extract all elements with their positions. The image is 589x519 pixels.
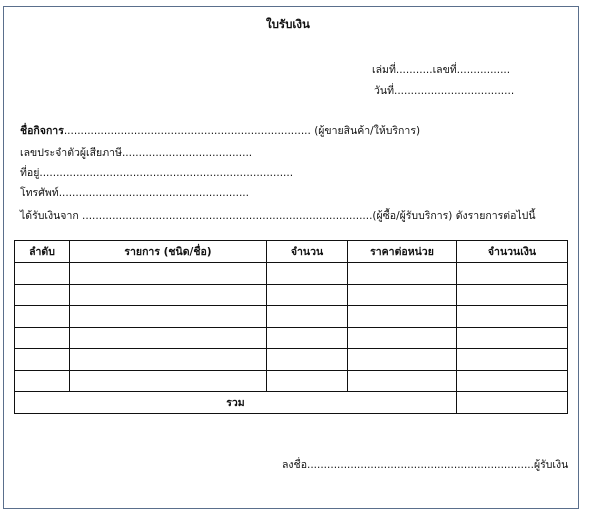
header-amount: จำนวนเงิน (457, 241, 568, 263)
amount-cell (457, 370, 568, 392)
sequence-cell (15, 327, 70, 349)
total-row (15, 392, 568, 414)
tax-id-line: เลขประจำตัวผู้เสียภาษี....................................... (20, 147, 253, 159)
quantity-cell (267, 284, 348, 306)
amount-cell (457, 306, 568, 328)
amount-cell (457, 263, 568, 285)
sequence-cell (15, 349, 70, 371)
unit-price-cell (348, 284, 457, 306)
unit-price-cell (348, 349, 457, 371)
sequence-cell (15, 263, 70, 285)
table-row (15, 306, 568, 328)
total-label: รวม (15, 392, 457, 414)
header-quantity: จำนวน (267, 241, 348, 263)
item-cell (70, 327, 267, 349)
amount-cell (457, 284, 568, 306)
table-header-row (15, 241, 568, 263)
item-cell (70, 370, 267, 392)
item-cell (70, 349, 267, 371)
header-unit-price: ราคาต่อหน่วย (348, 241, 457, 263)
business-name-suffix: (ผู้ขายสินค้า/ให้บริการ) (314, 125, 421, 137)
item-cell (70, 263, 267, 285)
quantity-cell (267, 306, 348, 328)
unit-price-cell (348, 306, 457, 328)
sequence-cell (15, 284, 70, 306)
phone-line: โทรศัพท์......................................................... (20, 187, 249, 199)
sequence-cell (15, 370, 70, 392)
book-number-line: เล่มที่...........เลขที่................ (372, 64, 511, 76)
received-from-line: ได้รับเงินจาก .......................................................................................(ผู้ซื้อ/ผู้รับบริการ) ดังรายการต่อไปนี้ (20, 210, 536, 222)
unit-price-cell (348, 327, 457, 349)
header-item: รายการ (ชนิด/ชื่อ) (70, 241, 267, 263)
quantity-cell (267, 370, 348, 392)
quantity-cell (267, 349, 348, 371)
quantity-cell (267, 263, 348, 285)
unit-price-cell (348, 263, 457, 285)
business-name-label: ชื่อกิจการ (20, 125, 64, 137)
business-name-line (20, 124, 420, 138)
item-cell (70, 306, 267, 328)
table-row (15, 327, 568, 349)
receipt-title: ใบรับเงิน (266, 17, 310, 31)
item-cell (70, 284, 267, 306)
table-row (15, 284, 568, 306)
table-row (15, 349, 568, 371)
table-row (15, 370, 568, 392)
business-name-dots: .......................................................................... (63, 125, 311, 137)
items-table (14, 240, 568, 414)
total-amount-cell (457, 392, 568, 414)
amount-cell (457, 349, 568, 371)
signature-line: ลงชื่อ....................................................................ผู้รับเงิน (282, 459, 569, 471)
table-row (15, 263, 568, 285)
unit-price-cell (348, 370, 457, 392)
address-line: ที่อยู่............................................................................ (20, 167, 294, 179)
sequence-cell (15, 306, 70, 328)
quantity-cell (267, 327, 348, 349)
amount-cell (457, 327, 568, 349)
header-sequence: ลำดับ (15, 241, 70, 263)
date-line: วันที่.................................... (374, 85, 515, 97)
